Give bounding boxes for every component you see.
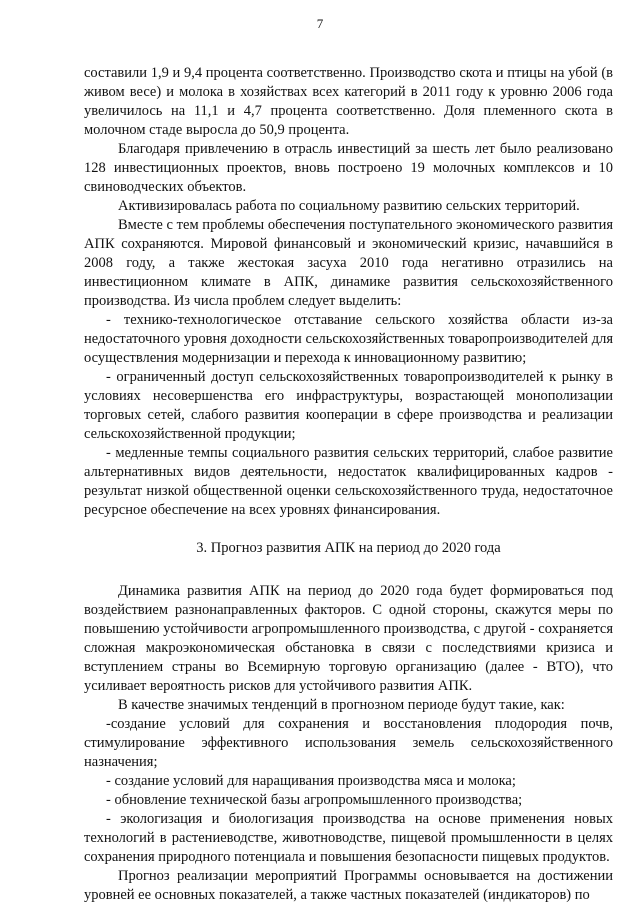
paragraph-investments: Благодаря привлечению в отрасль инвестиций за шесть лет было реализовано 128 инвестиционных проектов, вновь построено 19 молочных комплексов и 10 свиноводческих объектов.	[84, 141, 613, 195]
list-item-market-access: - ограниченный доступ сельскохозяйственных товаропроизводителей к рынку в условиях несовершенства его инфраструктуры, возрастающей монополизации торговых сетей, слабого развития кооперации в сфере производства и реализации сельскохозяйственной продукции;	[84, 369, 613, 442]
paragraph-trends-intro: В качестве значимых тенденций в прогнозном периоде будут такие, как:	[118, 697, 565, 713]
list-item-ecologization: - экологизация и биологизация производства на основе применения новых технологий в растениеводстве, животноводстве, пищевой промышленности в целях сохранения природного потенциала и повышения безопасности пищевых продуктов.	[84, 811, 613, 865]
paragraph-social-development: Активизировалась работа по социальному развитию сельских территорий.	[118, 198, 580, 214]
document-body	[84, 64, 613, 905]
list-item-technical-base: - обновление технической базы агропромышленного производства;	[106, 792, 523, 808]
paragraph-program-forecast: Прогноз реализации мероприятий Программы основывается на достижении уровней ее основных показателей, а также частных показателей (индикаторов) по	[84, 868, 613, 903]
list-item-soil-fertility: -создание условий для сохранения и восстановления плодородия почв, стимулирование эффективного использования земель сельскохозяйственного назначения;	[84, 716, 613, 770]
paragraph-forecast-dynamics: Динамика развития АПК на период до 2020 года будет формироваться под воздействием разнонаправленных факторов. С одной стороны, скажутся меры по повышению устойчивости агропромышленного производства, с другой - сохраняется сложная макроэкономическая обстановка в связи с последствиями кризиса и вступлением страны во Всемирную торговую организацию (далее - ВТО), что усиливает вероятность рисков для устойчивого развития АПК.	[84, 583, 613, 694]
paragraph-production-stats: составили 1,9 и 9,4 процента соответственно. Производство скота и птицы на убой (в живом весе) и молока в хозяйствах всех категорий в 2011 году к уровню 2006 года увеличилось на 11,1 и 4,7 процента соответственно. Доля племенного скота в молочном стаде выросла до 50,9 процента.	[84, 65, 613, 138]
section-heading: 3. Прогноз развития АПК на период до 2020 года	[196, 540, 501, 556]
paragraph-problems-intro: Вместе с тем проблемы обеспечения поступательного экономического развития АПК сохраняются. Мировой финансовый и экономический кризис, начавшийся в 2008 году, а также жестокая засуха 2010 года негативно отразились на инвестиционном климате в АПК, динамике развития сельскохозяйственного производства. Из числа проблем следует выделить:	[84, 217, 613, 309]
list-item-tech-lag: - технико-технологическое отставание сельского хозяйства области из-за недостаточного уровня доходности сельскохозяйственных товаропроизводителей для осуществления модернизации и перехода к инновационному развитию;	[84, 312, 613, 366]
list-item-slow-social-development: - медленные темпы социального развития сельских территорий, слабое развитие альтернативных видов деятельности, недостаток квалифицированных кадров - результат низкой общественной оценки сельскохозяйственного труда, недостаточное ресурсное обеспечение на всех уровнях финансирования.	[84, 445, 613, 518]
list-item-meat-milk: - создание условий для наращивания производства мяса и молока;	[106, 773, 516, 789]
page-number: 7	[316, 16, 324, 31]
